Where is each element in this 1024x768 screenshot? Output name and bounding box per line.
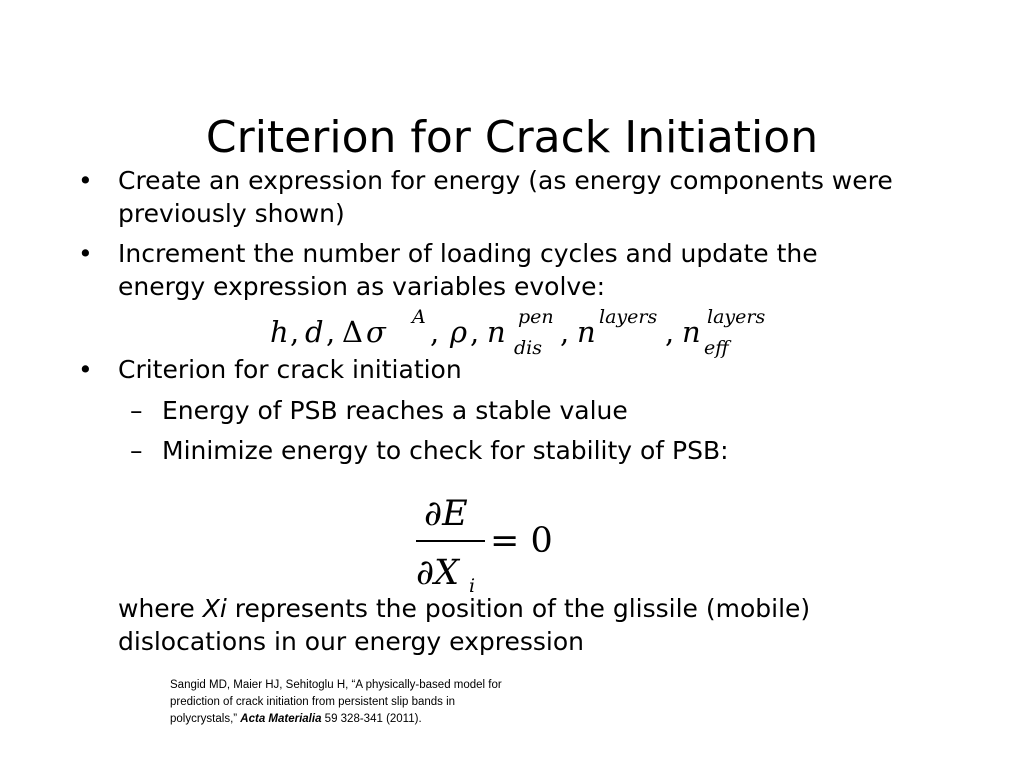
dash-icon: – — [130, 396, 143, 425]
reference-suffix: 59 328-341 (2011). — [321, 713, 422, 725]
eq-rho: ρ — [450, 315, 468, 349]
eq-comma: , — [326, 315, 336, 349]
eq-superscript-layers: layers — [599, 306, 658, 328]
eq-superscript-A: A — [412, 306, 426, 328]
reference-line-3 — [170, 711, 560, 728]
eq-subscript-i: i — [469, 575, 476, 597]
explanation-variable: Xi — [202, 594, 227, 623]
eq-comma: , — [560, 315, 570, 349]
fraction-bar — [416, 540, 485, 542]
reference-journal: Acta Materialia — [240, 713, 322, 725]
bullet-2-line-1: Increment the number of loading cycles and update the — [118, 239, 818, 268]
eq-sigma: σ — [366, 315, 386, 349]
eq-h: h — [270, 315, 289, 349]
sub-bullet-1: Energy of PSB reaches a stable value — [162, 396, 628, 425]
eq-denominator: ∂X — [416, 553, 460, 593]
eq-delta: Δ — [342, 315, 363, 349]
bullet-3-line-1: Criterion for crack initiation — [118, 355, 462, 384]
dash-icon: – — [130, 436, 143, 465]
eq-n: n — [682, 315, 701, 349]
explanation-line-1 — [118, 592, 810, 625]
eq-rhs: = 0 — [490, 521, 553, 561]
eq-n: n — [487, 315, 506, 349]
reference-line-2: prediction of crack initiation from persistent slip bands in — [170, 696, 456, 708]
eq-comma: , — [470, 315, 480, 349]
explanation-line-2: dislocations in our energy expression — [118, 627, 585, 656]
eq-superscript-pen: pen — [518, 306, 554, 328]
bullet-icon: • — [78, 355, 93, 384]
bullet-1-line-2: previously shown) — [118, 199, 345, 228]
eq-comma: , — [665, 315, 675, 349]
eq-d: d — [305, 315, 324, 349]
bullet-2-line-2: energy expression as variables evolve: — [118, 272, 605, 301]
bullet-icon: • — [78, 239, 93, 268]
eq-subscript-eff: eff — [704, 337, 729, 359]
eq-subscript-dis: dis — [514, 337, 542, 359]
eq-n: n — [577, 315, 596, 349]
slide-title: Criterion for Crack Initiation — [205, 112, 819, 163]
eq-comma: , — [430, 315, 440, 349]
explanation-before: where — [118, 594, 203, 623]
sub-bullet-2: Minimize energy to check for stability of PSB: — [162, 436, 729, 465]
eq-numerator: ∂E — [424, 494, 468, 534]
bullet-icon: • — [78, 166, 93, 195]
explanation-after: represents the position of the glissile (mobile) — [226, 594, 811, 623]
eq-comma: , — [290, 315, 300, 349]
reference-prefix: polycrystals,” — [170, 713, 241, 725]
eq-superscript-layers: layers — [707, 306, 766, 328]
reference-line-1: Sangid MD, Maier HJ, Sehitoglu H, “A physically-based model for — [170, 679, 502, 691]
bullet-1-line-1: Create an expression for energy (as energy components were — [118, 166, 893, 195]
reference-note — [170, 677, 560, 728]
